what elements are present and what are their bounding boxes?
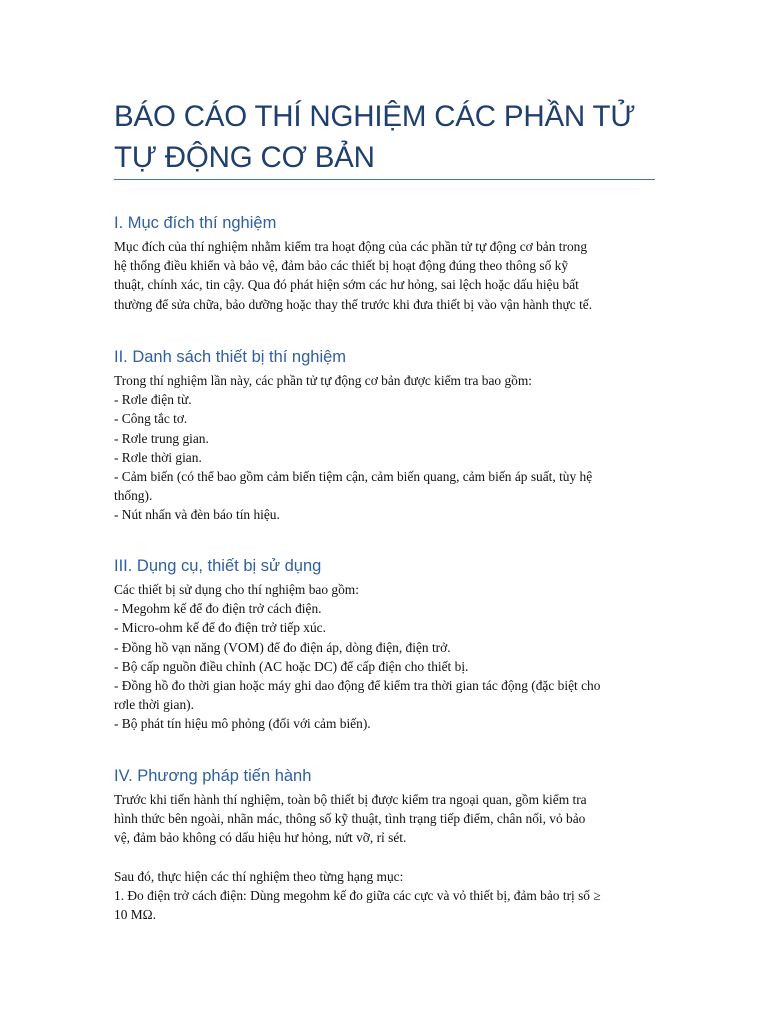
body-line: thường để sửa chữa, bảo dưỡng hoặc thay thế trước khi đưa thiết bị vào vận hành thực tế. [114, 296, 593, 312]
body-line: hệ thống điều khiển và bảo vệ, đảm bảo các thiết bị hoạt động đúng theo thông số kỹ [114, 258, 569, 274]
body-line: Trong thí nghiệm lần này, các phần tử tự động cơ bản được kiểm tra bao gồm: [114, 373, 532, 388]
document-title [114, 96, 654, 178]
list-item: - Micro-ohm kế để đo điện trở tiếp xúc. [114, 620, 326, 636]
section-body [114, 867, 659, 925]
section-tools [114, 555, 659, 734]
body-line: 1. Đo điện trở cách điện: Dùng megohm kế đo giữa các cực và vỏ thiết bị, đảm bảo trị số ≥ [114, 887, 601, 903]
section-body [114, 237, 659, 314]
section-heading: II. Danh sách thiết bị thí nghiệm [114, 348, 347, 366]
list-item: - Đồng hồ đo thời gian hoặc máy ghi dao động để kiểm tra thời gian tác động (đặc biệt cho [114, 678, 601, 694]
body-line: thuật, chính xác, tin cậy. Qua đó phát hiện sớm các hư hỏng, sai lệch hoặc dấu hiệu bất [114, 277, 579, 293]
list-item: - Megohm kế để đo điện trở cách điện. [114, 601, 322, 617]
list-item: - Đồng hồ vạn năng (VOM) để đo điện áp, dòng điện, điện trở. [114, 639, 451, 655]
list-item: - Rơle điện từ. [114, 392, 192, 408]
body-line: Sau đó, thực hiện các thí nghiệm theo từng hạng mục: [114, 868, 404, 884]
section-method [114, 765, 659, 924]
list-item: thống). [114, 488, 153, 504]
section-body [114, 371, 659, 525]
list-item: - Nút nhấn và đèn báo tín hiệu. [114, 507, 280, 523]
section-heading: III. Dụng cụ, thiết bị sử dụng [114, 557, 322, 575]
body-line: Mục đích của thí nghiệm nhằm kiểm tra hoạt động của các phần tử tự động cơ bản trong [114, 239, 588, 254]
body-line: Trước khi tiến hành thí nghiệm, toàn bộ thiết bị được kiểm tra ngoại quan, gồm kiểm tra [114, 792, 587, 807]
list-item: - Công tắc tơ. [114, 411, 188, 427]
list-item: - Bộ phát tín hiệu mô phỏng (đối với cảm biến). [114, 716, 371, 732]
list-item: - Rơle trung gian. [114, 430, 209, 446]
body-line: Các thiết bị sử dụng cho thí nghiệm bao gồm: [114, 582, 359, 597]
section-heading: IV. Phương pháp tiến hành [114, 767, 312, 785]
list-item: - Bộ cấp nguồn điều chỉnh (AC hoặc DC) để cấp điện cho thiết bị. [114, 658, 469, 674]
list-item: - Cảm biến (có thể bao gồm cảm biến tiệm cận, cảm biến quang, cảm biến áp suất, tùy hệ [114, 469, 593, 485]
body-line: 10 MΩ. [114, 907, 156, 923]
section-purpose [114, 212, 659, 314]
list-item: - Rơle thời gian. [114, 449, 202, 465]
title-line: TỰ ĐỘNG CƠ BẢN [114, 141, 375, 174]
title-underline [114, 179, 655, 180]
section-body [114, 790, 659, 848]
section-heading: I. Mục đích thí nghiệm [114, 214, 277, 232]
body-line: vệ, đảm bảo không có dấu hiệu hư hỏng, nứt vỡ, rỉ sét. [114, 830, 407, 846]
body-line: hình thức bên ngoài, nhãn mác, thông số kỹ thuật, tình trạng tiếp điểm, chân nối, vỏ bảo [114, 811, 586, 827]
section-body [114, 580, 659, 734]
paragraph-gap [114, 848, 659, 867]
section-equipment-list [114, 346, 659, 525]
title-line: BÁO CÁO THÍ NGHIỆM CÁC PHẦN TỬ [114, 100, 636, 133]
list-item: rơle thời gian). [114, 697, 194, 713]
